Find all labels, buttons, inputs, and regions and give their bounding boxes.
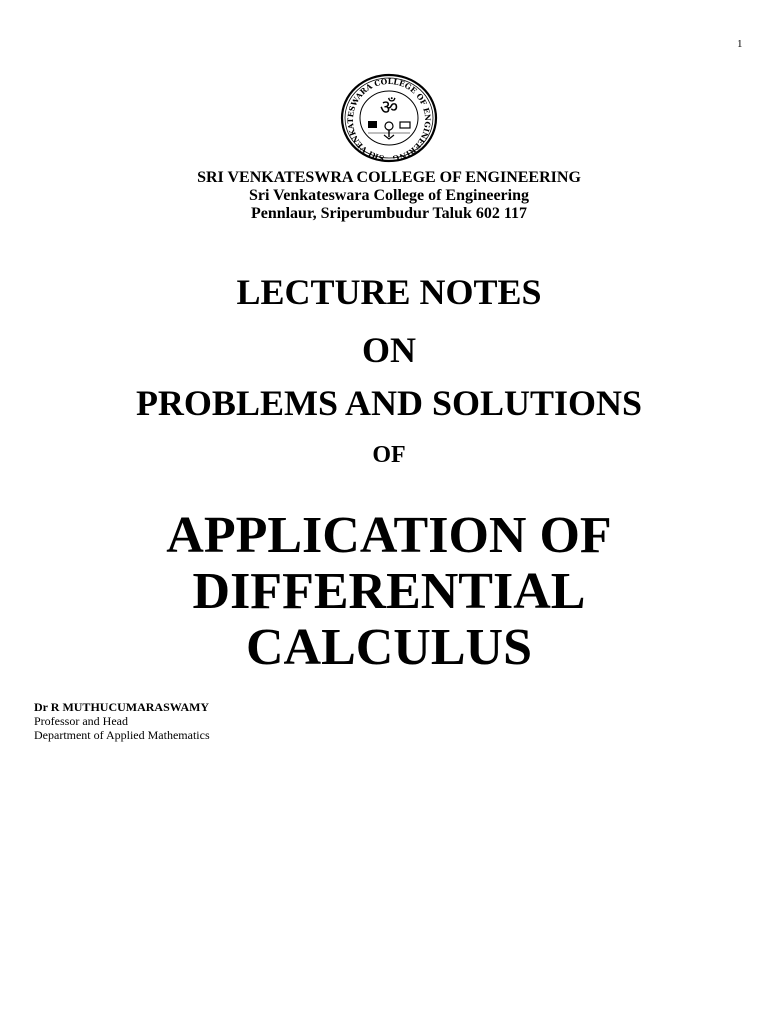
college-name-caps: SRI VENKATESWRA COLLEGE OF ENGINEERING xyxy=(197,169,581,186)
college-header xyxy=(0,169,768,223)
document-main-title xyxy=(0,508,768,676)
main-title-line-3: CALCULUS xyxy=(245,619,533,676)
problems-solutions-heading: PROBLEMS AND SOLUTIONS xyxy=(135,383,643,423)
of-heading: OF xyxy=(372,442,406,468)
author-role: Professor and Head xyxy=(34,714,128,728)
seal-ring-text: SRI VENKATESWARA COLLEGE OF ENGINEERING xyxy=(345,76,433,163)
author-name: Dr R MUTHUCUMARASWAMY xyxy=(34,700,210,714)
main-title-line-1: APPLICATION OF xyxy=(166,507,612,564)
page-number: 1 xyxy=(737,38,743,50)
college-address: Pennlaur, Sriperumbudur Taluk 602 117 xyxy=(250,205,528,222)
lecture-notes-heading: LECTURE NOTES xyxy=(236,272,542,312)
on-heading: ON xyxy=(362,330,416,370)
main-title-line-2: DIFFERENTIAL xyxy=(192,563,586,620)
author-department: Department of Applied Mathematics xyxy=(34,728,210,742)
college-seal xyxy=(338,73,440,163)
author-block xyxy=(34,700,210,742)
om-symbol: ॐ xyxy=(379,95,399,119)
college-name: Sri Venkateswara College of Engineering xyxy=(249,187,529,204)
